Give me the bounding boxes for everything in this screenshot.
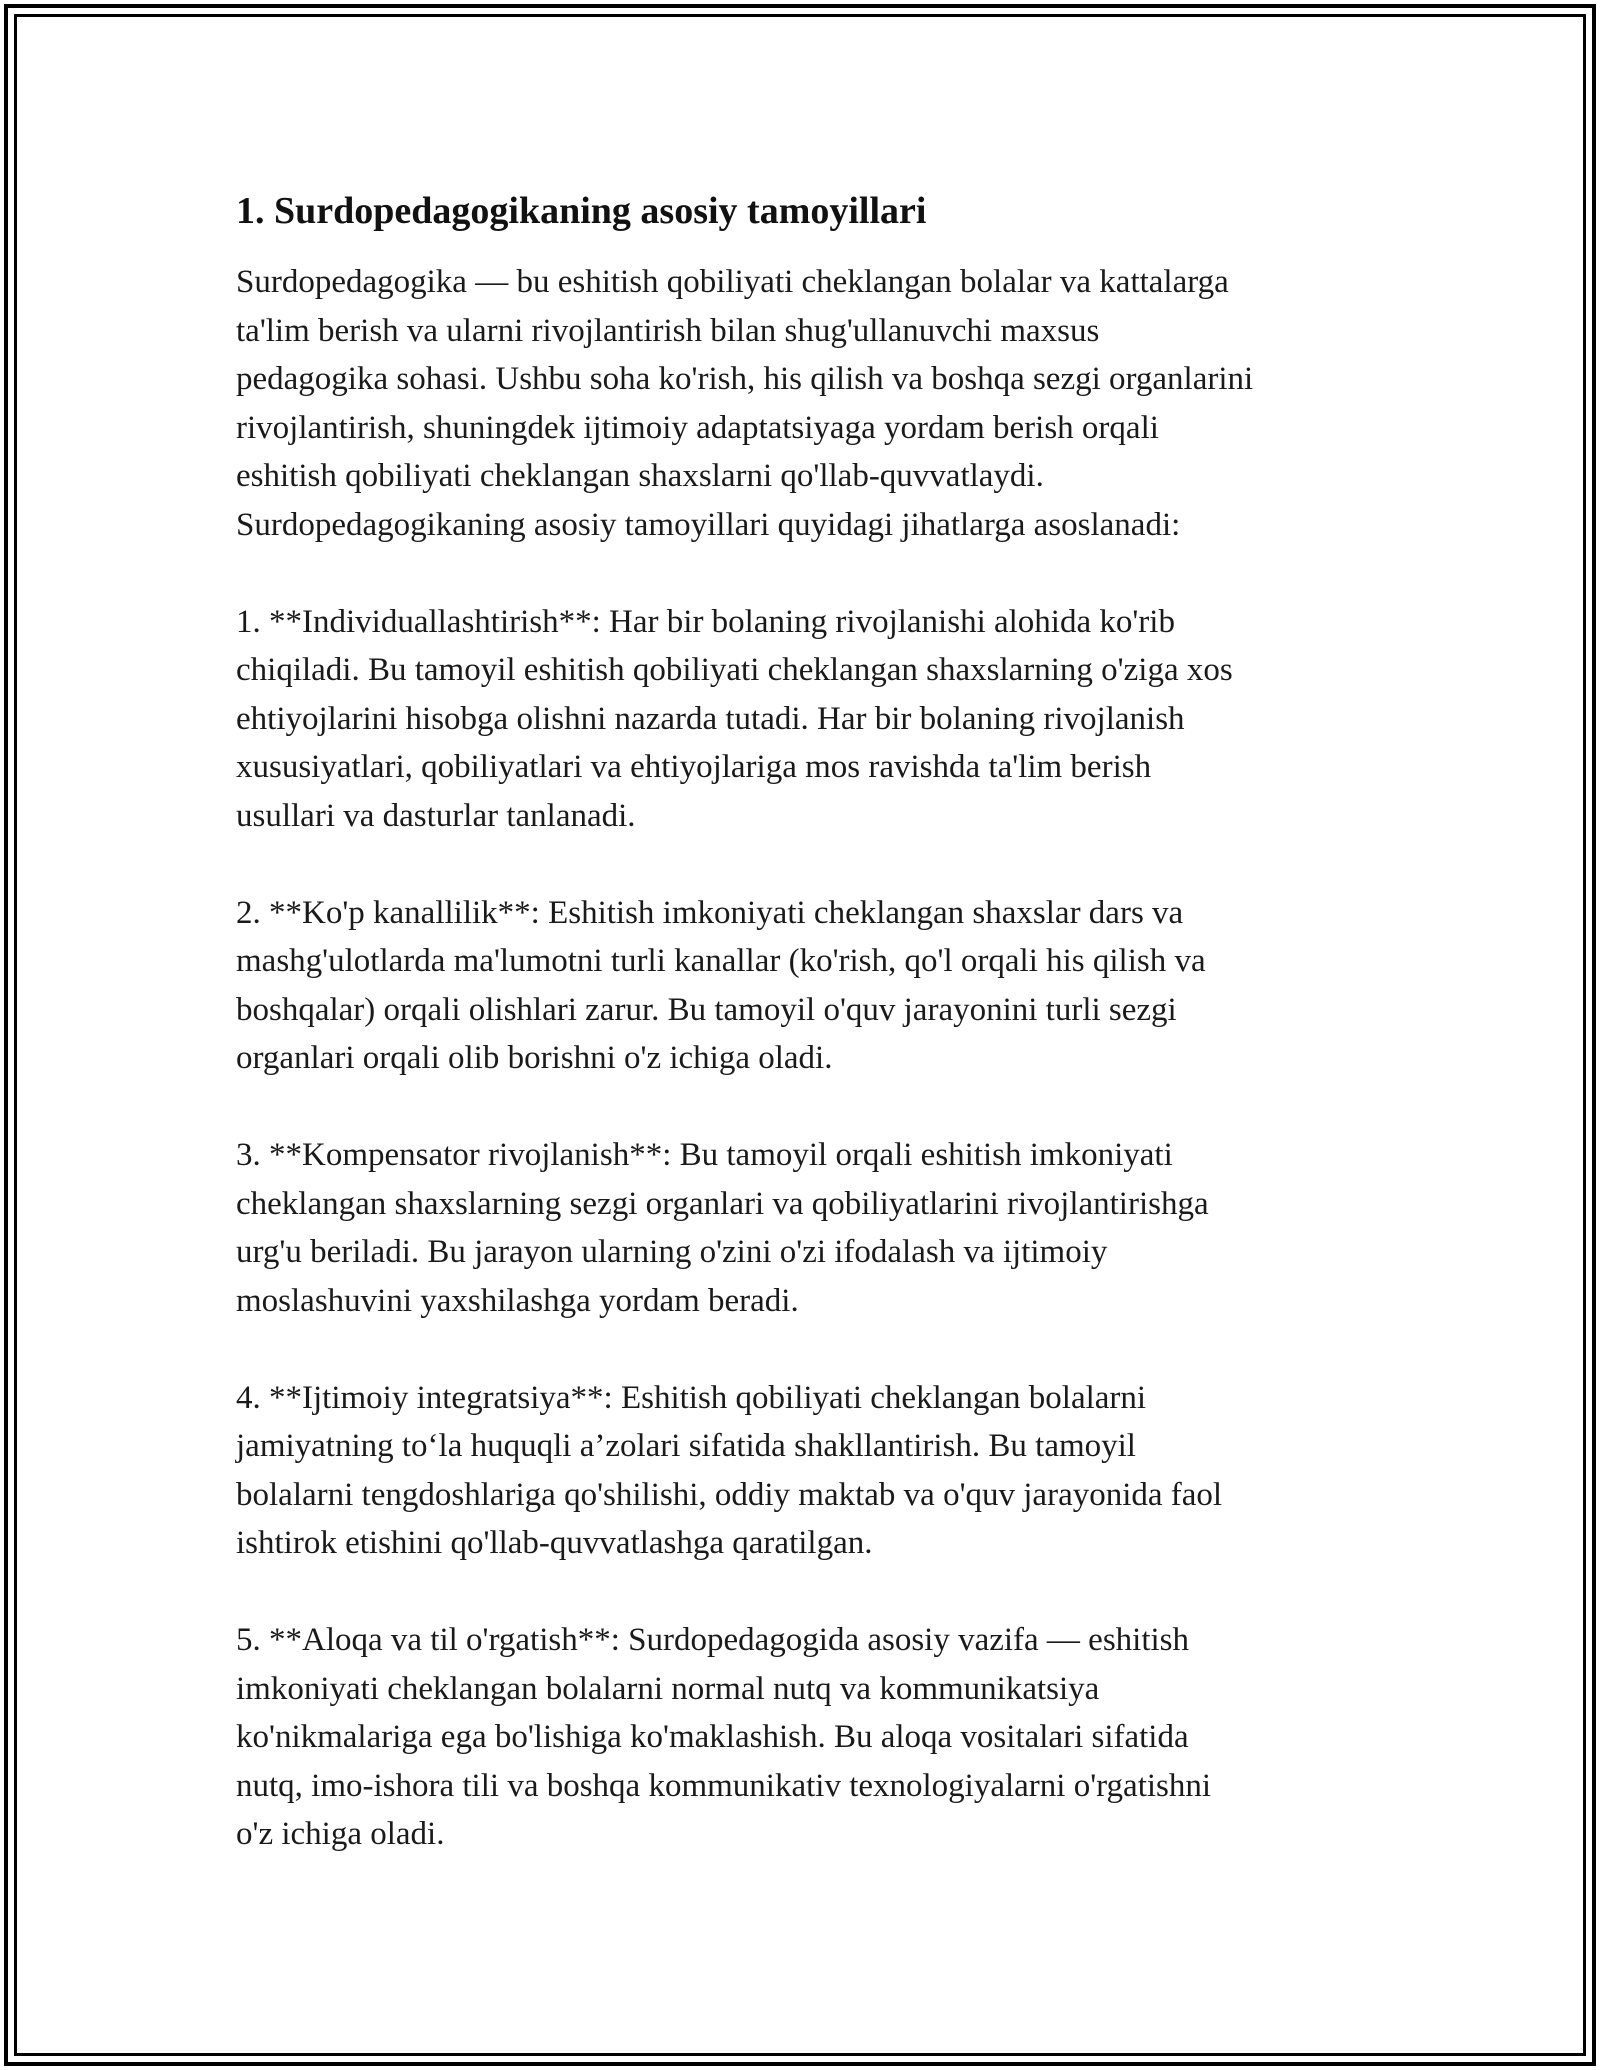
principle-line: boshqalar) orqali olishlari zarur. Bu tamoyil o'quv jarayonini turli sezgi bbox=[236, 991, 1177, 1028]
paragraph-gap bbox=[236, 549, 1386, 598]
intro-paragraph bbox=[236, 258, 1386, 549]
principle-3-paragraph bbox=[236, 1131, 1386, 1325]
principle-line: ishtirok etishini qo'llab-quvvatlashga qaratilgan. bbox=[236, 1525, 873, 1561]
intro-line: rivojlantirish, shuningdek ijtimoiy adaptatsiyaga yordam berish orqali bbox=[236, 409, 1159, 446]
principle-line: 3. **Kompensator rivojlanish**: Bu tamoyil orqali eshitish imkoniyati bbox=[236, 1137, 1173, 1173]
principle-line: jamiyatning to‘la huquqli a’zolari sifatida shakllantirish. Bu tamoyil bbox=[236, 1428, 1136, 1464]
intro-line: Surdopedagogikaning asosiy tamoyillari quyidagi jihatlarga asoslanadi: bbox=[236, 506, 1181, 543]
paragraph-gap bbox=[236, 1568, 1386, 1617]
principle-2-paragraph bbox=[236, 889, 1386, 1083]
intro-line: pedagogika sohasi. Ushbu soha ko'rish, his qilish va boshqa sezgi organlarini bbox=[236, 361, 1254, 397]
principle-line: moslashuvini yaxshilashga yordam beradi. bbox=[236, 1282, 799, 1319]
principle-1-paragraph bbox=[236, 598, 1386, 841]
principle-line: 1. **Individuallashtirish**: Har bir bolaning rivojlanishi alohida ko'rib bbox=[236, 603, 1175, 640]
page-title: 1. Surdopedagogikaning asosiy tamoyillari bbox=[236, 190, 927, 232]
principle-line: xususiyatlari, qobiliyatlari va ehtiyojlariga mos ravishda ta'lim berish bbox=[236, 749, 1152, 785]
principle-4-paragraph bbox=[236, 1374, 1386, 1568]
intro-line: eshitish qobiliyati cheklangan shaxslarni qo'llab-quvvatlaydi. bbox=[236, 458, 1044, 494]
principle-line: usullari va dasturlar tanlanadi. bbox=[236, 797, 636, 834]
paragraph-gap bbox=[236, 1325, 1386, 1374]
document-body bbox=[236, 186, 1386, 1859]
principle-line: cheklangan shaxslarning sezgi organlari va qobiliyatlarini rivojlantirishga bbox=[236, 1185, 1209, 1222]
principle-line: mashg'ulotlarda ma'lumotni turli kanallar (ko'rish, qo'l orqali his qilish va bbox=[236, 943, 1206, 979]
principle-line: ko'nikmalariga ega bo'lishiga ko'maklashish. Bu aloqa vositalari sifatida bbox=[236, 1719, 1189, 1755]
principle-line: urg'u beriladi. Bu jarayon ularning o'zini o'zi ifodalash va ijtimoiy bbox=[236, 1234, 1108, 1270]
principle-5-paragraph bbox=[236, 1616, 1386, 1859]
principle-line: chiqiladi. Bu tamoyil eshitish qobiliyati cheklangan shaxslarning o'ziga xos bbox=[236, 652, 1233, 688]
principle-line: 2. **Ko'p kanallilik**: Eshitish imkoniyati cheklangan shaxslar dars va bbox=[236, 894, 1184, 931]
paragraph-gap bbox=[236, 840, 1386, 889]
principle-line: o'z ichiga oladi. bbox=[236, 1816, 445, 1852]
principle-line: ehtiyojlarini hisobga olishni nazarda tutadi. Har bir bolaning rivojlanish bbox=[236, 700, 1185, 737]
paragraph-gap bbox=[236, 1083, 1386, 1132]
principle-line: 4. **Ijtimoiy integratsiya**: Eshitish qobiliyati cheklangan bolalarni bbox=[236, 1379, 1147, 1416]
principle-line: bolalarni tengdoshlariga qo'shilishi, oddiy maktab va o'quv jarayonida faol bbox=[236, 1476, 1223, 1513]
principle-line: 5. **Aloqa va til o'rgatish**: Surdopedagogida asosiy vazifa — eshitish bbox=[236, 1622, 1190, 1658]
intro-line: Surdopedagogika — bu eshitish qobiliyati cheklangan bolalar va kattalarga bbox=[236, 264, 1229, 300]
principle-line: nutq, imo-ishora tili va boshqa kommunikativ texnologiyalarni o'rgatishni bbox=[236, 1767, 1212, 1804]
intro-line: ta'lim berish va ularni rivojlantirish bilan shug'ullanuvchi maxsus bbox=[236, 312, 1100, 349]
principle-line: imkoniyati cheklangan bolalarni normal nutq va kommunikatsiya bbox=[236, 1670, 1100, 1707]
principle-line: organlari orqali olib borishni o'z ichiga oladi. bbox=[236, 1040, 833, 1076]
